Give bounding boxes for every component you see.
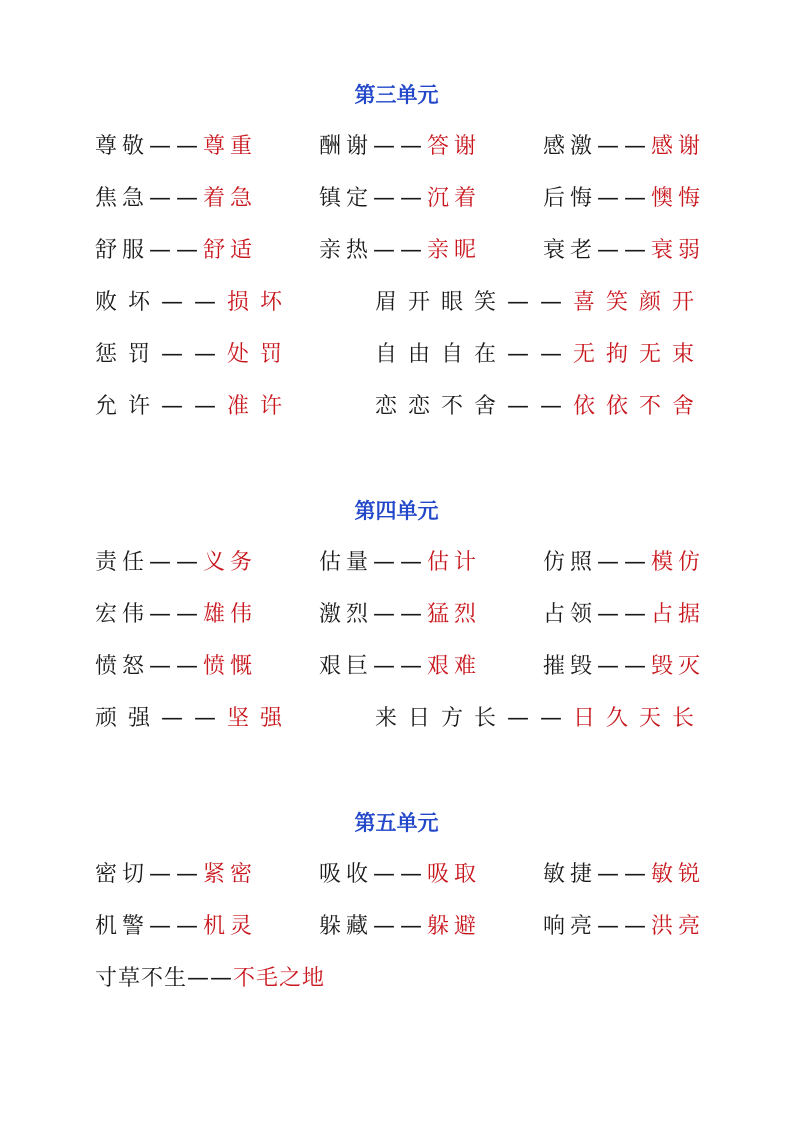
dash-separator: —— bbox=[596, 550, 651, 575]
word: 焦急 bbox=[95, 186, 150, 211]
synonym-pair bbox=[375, 392, 705, 422]
synonym: 尊重 bbox=[203, 134, 258, 159]
synonym: 衰弱 bbox=[650, 238, 705, 263]
synonym: 紧密 bbox=[203, 862, 258, 887]
synonym: 喜笑颜开 bbox=[572, 290, 705, 315]
dash-separator: —— bbox=[596, 914, 651, 939]
dash-separator: —— bbox=[161, 394, 228, 419]
word: 后悔 bbox=[542, 186, 597, 211]
synonym-pair bbox=[95, 184, 257, 214]
synonym-pair bbox=[319, 132, 481, 162]
word: 摧毁 bbox=[542, 654, 597, 679]
word: 责任 bbox=[95, 550, 150, 575]
synonym-pair bbox=[543, 912, 705, 942]
synonym-pair bbox=[375, 340, 705, 370]
synonym-pair bbox=[543, 236, 705, 266]
dash-separator: —— bbox=[596, 602, 651, 627]
dash-separator: —— bbox=[596, 862, 651, 887]
section-title: 第五单元 bbox=[354, 811, 439, 835]
word: 寸草不生 bbox=[95, 966, 188, 991]
dash-separator: —— bbox=[373, 238, 427, 263]
synonym-pair bbox=[543, 860, 705, 890]
dash-separator: —— bbox=[506, 394, 573, 419]
dash-separator: —— bbox=[373, 914, 427, 939]
dash-separator: —— bbox=[149, 550, 204, 575]
synonym-pair bbox=[95, 236, 257, 266]
word: 惩罚 bbox=[95, 342, 162, 367]
word: 自由自在 bbox=[374, 342, 507, 367]
dash-separator: —— bbox=[596, 654, 651, 679]
synonym: 答谢 bbox=[427, 134, 482, 159]
synonym-pair bbox=[95, 392, 293, 422]
dash-separator: —— bbox=[373, 862, 427, 887]
synonym: 敏锐 bbox=[650, 862, 705, 887]
synonym-pair bbox=[319, 184, 481, 214]
word: 仿照 bbox=[542, 550, 597, 575]
synonym: 舒适 bbox=[203, 238, 258, 263]
word: 衰老 bbox=[542, 238, 597, 263]
word: 镇定 bbox=[318, 186, 373, 211]
synonym-pair bbox=[543, 184, 705, 214]
synonym-pair bbox=[95, 132, 257, 162]
synonym: 愤慨 bbox=[203, 654, 258, 679]
word: 艰巨 bbox=[318, 654, 373, 679]
section-title: 第四单元 bbox=[354, 499, 439, 523]
synonym: 损坏 bbox=[227, 290, 294, 315]
synonym: 准许 bbox=[227, 394, 294, 419]
synonym: 占据 bbox=[650, 602, 705, 627]
synonym-row bbox=[95, 132, 705, 162]
synonym-row bbox=[95, 236, 705, 266]
synonym-pair bbox=[319, 600, 481, 630]
synonym-pair bbox=[543, 132, 705, 162]
synonym-pair bbox=[375, 704, 705, 734]
synonym: 感谢 bbox=[650, 134, 705, 159]
word: 恋恋不舍 bbox=[374, 394, 507, 419]
synonym-pair bbox=[95, 548, 257, 578]
synonym-pair bbox=[95, 860, 257, 890]
synonym: 雄伟 bbox=[203, 602, 258, 627]
synonym-pair bbox=[95, 652, 257, 682]
synonym-pair bbox=[95, 912, 257, 942]
dash-separator: —— bbox=[373, 134, 427, 159]
synonym-pair bbox=[543, 652, 705, 682]
word: 响亮 bbox=[542, 914, 597, 939]
synonym-pair bbox=[95, 964, 325, 994]
dash-separator: —— bbox=[149, 654, 204, 679]
synonym-row bbox=[95, 548, 705, 578]
synonym: 坚强 bbox=[227, 706, 294, 731]
synonym-row bbox=[95, 964, 705, 994]
synonym-pair bbox=[319, 912, 481, 942]
synonym: 躲避 bbox=[427, 914, 482, 939]
synonym-pair bbox=[95, 704, 293, 734]
dash-separator: —— bbox=[506, 290, 573, 315]
synonym: 处罚 bbox=[227, 342, 294, 367]
synonym-pair bbox=[319, 236, 481, 266]
synonym: 猛烈 bbox=[427, 602, 482, 627]
synonym: 毁灭 bbox=[650, 654, 705, 679]
synonym: 着急 bbox=[203, 186, 258, 211]
dash-separator: —— bbox=[506, 342, 573, 367]
dash-separator: —— bbox=[373, 550, 427, 575]
dash-separator: —— bbox=[149, 134, 204, 159]
synonym: 义务 bbox=[203, 550, 258, 575]
synonym: 吸取 bbox=[427, 862, 482, 887]
dash-separator: —— bbox=[161, 342, 228, 367]
word: 估量 bbox=[318, 550, 373, 575]
synonym-row bbox=[95, 912, 705, 942]
word: 敏捷 bbox=[542, 862, 597, 887]
word: 机警 bbox=[95, 914, 150, 939]
dash-separator: —— bbox=[149, 238, 204, 263]
dash-separator: —— bbox=[373, 602, 427, 627]
synonym: 不毛之地 bbox=[233, 966, 326, 991]
synonym-row bbox=[95, 184, 705, 214]
synonym-row bbox=[95, 288, 705, 318]
synonym-row bbox=[95, 860, 705, 890]
synonym: 亲昵 bbox=[427, 238, 482, 263]
dash-separator: —— bbox=[161, 706, 228, 731]
synonym-pair bbox=[95, 288, 293, 318]
word: 顽强 bbox=[95, 706, 162, 731]
word: 尊敬 bbox=[95, 134, 150, 159]
dash-separator: —— bbox=[149, 602, 204, 627]
word: 眉开眼笑 bbox=[374, 290, 507, 315]
synonym: 日久天长 bbox=[572, 706, 705, 731]
dash-separator: —— bbox=[373, 186, 427, 211]
word: 激烈 bbox=[318, 602, 373, 627]
synonym-row bbox=[95, 652, 705, 682]
synonym-pair bbox=[319, 860, 481, 890]
synonym: 机灵 bbox=[203, 914, 258, 939]
synonym: 懊悔 bbox=[650, 186, 705, 211]
word: 愤怒 bbox=[95, 654, 150, 679]
word: 占领 bbox=[542, 602, 597, 627]
dash-separator: —— bbox=[149, 862, 204, 887]
synonym: 模仿 bbox=[650, 550, 705, 575]
synonym: 依依不舍 bbox=[572, 394, 705, 419]
dash-separator: —— bbox=[149, 914, 204, 939]
dash-separator: —— bbox=[187, 966, 234, 991]
synonym: 洪亮 bbox=[650, 914, 705, 939]
dash-separator: —— bbox=[506, 706, 573, 731]
synonym-pair bbox=[543, 600, 705, 630]
word: 败坏 bbox=[95, 290, 162, 315]
synonym-pair bbox=[319, 652, 481, 682]
word: 感激 bbox=[542, 134, 597, 159]
word: 允许 bbox=[95, 394, 162, 419]
dash-separator: —— bbox=[596, 186, 651, 211]
word: 亲热 bbox=[318, 238, 373, 263]
word: 躲藏 bbox=[318, 914, 373, 939]
dash-separator: —— bbox=[596, 238, 651, 263]
synonym: 沉着 bbox=[427, 186, 482, 211]
synonym-pair bbox=[375, 288, 705, 318]
synonym-row bbox=[95, 600, 705, 630]
synonym-row bbox=[95, 392, 705, 422]
synonym-pair bbox=[319, 548, 481, 578]
dash-separator: —— bbox=[149, 186, 204, 211]
synonym-row bbox=[95, 340, 705, 370]
word: 来日方长 bbox=[374, 706, 507, 731]
synonym: 艰难 bbox=[427, 654, 482, 679]
dash-separator: —— bbox=[161, 290, 228, 315]
word: 密切 bbox=[95, 862, 150, 887]
word: 酬谢 bbox=[318, 134, 373, 159]
word: 舒服 bbox=[95, 238, 150, 263]
dash-separator: —— bbox=[373, 654, 427, 679]
word: 吸收 bbox=[318, 862, 373, 887]
word: 宏伟 bbox=[95, 602, 150, 627]
synonym-pair bbox=[543, 548, 705, 578]
dash-separator: —— bbox=[596, 134, 651, 159]
synonym: 无拘无束 bbox=[572, 342, 705, 367]
synonym: 估计 bbox=[427, 550, 482, 575]
synonym-pair bbox=[95, 600, 257, 630]
section-title: 第三单元 bbox=[354, 83, 439, 107]
synonym-row bbox=[95, 704, 705, 734]
synonym-pair bbox=[95, 340, 293, 370]
